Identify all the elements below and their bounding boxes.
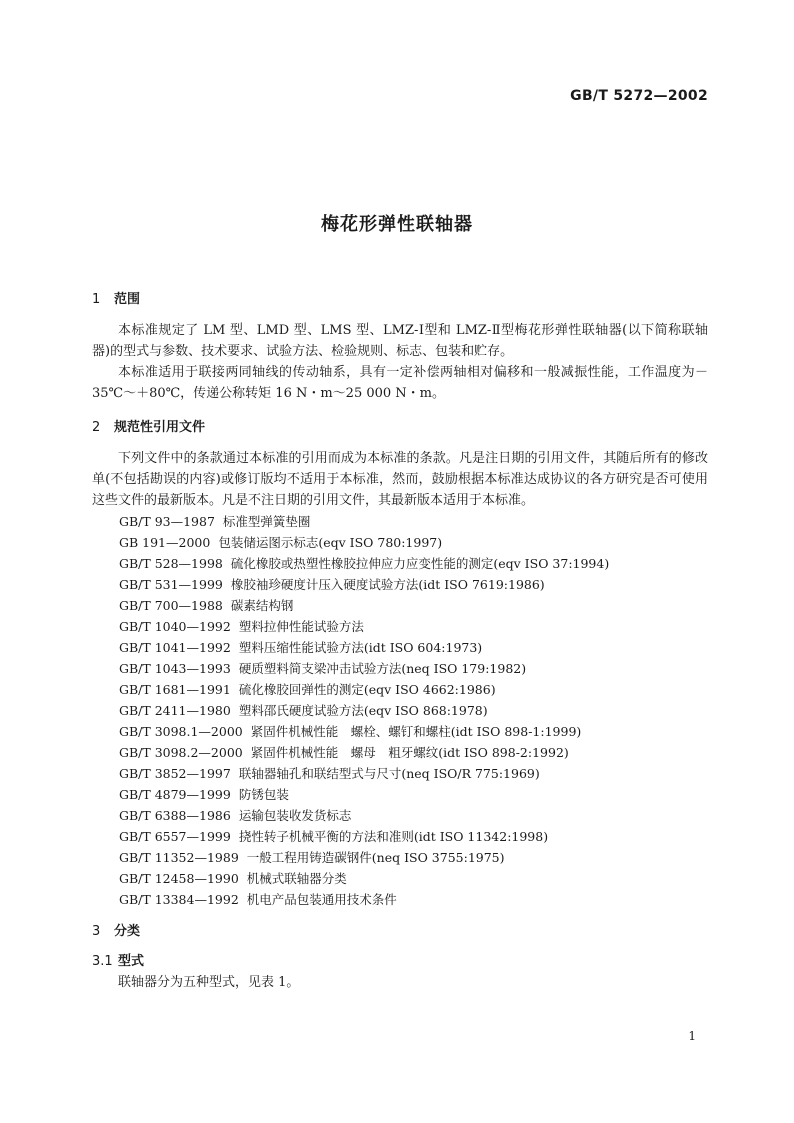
reference-code: GB/T 4879—1999	[119, 787, 231, 802]
reference-title: 机电产品包装通用技术条件	[246, 892, 397, 907]
reference-title: 硬质塑料简支梁冲击试验方法(neq ISO 179:1982)	[238, 661, 527, 676]
reference-title: 运输包装收发货标志	[238, 808, 352, 823]
reference-item	[92, 700, 708, 721]
section-number: 1	[92, 292, 101, 307]
section-number: 3	[92, 924, 101, 939]
page-number: 1	[688, 1029, 696, 1043]
reference-title: 挠性转子机械平衡的方法和准则(idt ISO 11342:1998)	[238, 829, 549, 844]
section-2-heading	[92, 418, 708, 438]
reference-code: GB/T 528—1998	[119, 556, 223, 571]
reference-item	[92, 721, 708, 742]
reference-item	[92, 616, 708, 637]
reference-item	[92, 658, 708, 679]
reference-title: 标准型弹簧垫圈	[222, 514, 311, 529]
reference-code: GB/T 6557—1999	[119, 829, 231, 844]
reference-code: GB/T 1040—1992	[119, 619, 231, 634]
reference-code: GB/T 11352—1989	[119, 850, 239, 865]
reference-item	[92, 532, 708, 553]
reference-title: 联轴器轴孔和联结型式与尺寸(neq ISO/R 775:1969)	[238, 766, 540, 781]
section-number: 2	[92, 420, 101, 435]
document-body	[92, 290, 708, 993]
reference-item	[92, 742, 708, 763]
reference-title: 机械式联轴器分类	[246, 871, 347, 886]
reference-title: 塑料邵氏硬度试验方法(eqv ISO 868:1978)	[238, 703, 488, 718]
reference-code: GB/T 2411—1980	[119, 703, 231, 718]
section-1-heading	[92, 290, 708, 310]
reference-title: 碳素结构钢	[230, 598, 294, 613]
reference-title: 塑料拉伸性能试验方法	[238, 619, 364, 634]
reference-code: GB/T 700—1988	[119, 598, 223, 613]
section-3-heading	[92, 922, 708, 942]
reference-code: GB/T 1041—1992	[119, 640, 231, 655]
reference-title: 橡胶袖珍硬度计压入硬度试验方法(idt ISO 7619:1986)	[230, 577, 545, 592]
subsection-number: 3.1	[92, 954, 113, 969]
reference-title: 硫化橡胶或热塑性橡胶拉伸应力应变性能的测定(eqv ISO 37:1994)	[230, 556, 610, 571]
reference-code: GB/T 3852—1997	[119, 766, 231, 781]
reference-code: GB/T 531—1999	[119, 577, 223, 592]
reference-title: 塑料压缩性能试验方法(idt ISO 604:1973)	[238, 640, 483, 655]
reference-item	[92, 805, 708, 826]
reference-item	[92, 574, 708, 595]
reference-title: 硫化橡胶回弹性的测定(eqv ISO 4662:1986)	[238, 682, 496, 697]
reference-code: GB/T 3098.2—2000	[119, 745, 243, 760]
reference-item	[92, 595, 708, 616]
reference-title: 防锈包装	[238, 787, 289, 802]
reference-title: 紧固件机械性能 螺栓、螺钉和螺柱(idt ISO 898-1:1999)	[250, 724, 582, 739]
reference-item	[92, 637, 708, 658]
subsection-3-1-heading	[92, 952, 708, 972]
reference-code: GB/T 12458—1990	[119, 871, 239, 886]
scope-paragraph: 本标准适用于联接两同轴线的传动轴系，具有一定补偿两轴相对偏移和一般减振性能，工作温度为－35℃～＋80℃，传递公称转矩 16 N・m～25 000 N・m。	[92, 365, 708, 401]
subsection-title: 型式	[118, 954, 145, 969]
reference-item	[92, 763, 708, 784]
reference-title: 一般工程用铸造碳钢件(neq ISO 3755:1975)	[246, 850, 505, 865]
reference-code: GB/T 93—1987	[119, 514, 215, 529]
types-paragraph: 联轴器分为五种型式，见表 1。	[118, 975, 300, 990]
references-intro: 下列文件中的条款通过本标准的引用而成为本标准的条款。凡是注日期的引用文件，其随后所有的修改单(不包括勘误的内容)或修订版均不适用于本标准，然而，鼓励根据本标准达成协议的各方研究是否可使用这些文件的最新版本。凡是不注日期的引用文件，其最新版本适用于本标准。	[92, 451, 708, 508]
reference-item	[92, 889, 708, 910]
document-title: 梅花形弹性联轴器	[321, 214, 473, 235]
reference-item	[92, 511, 708, 532]
standard-code: GB/T 5272—2002	[570, 88, 708, 104]
reference-code: GB/T 6388—1986	[119, 808, 231, 823]
reference-code: GB/T 13384—1992	[119, 892, 239, 907]
reference-code: GB 191—2000	[119, 535, 211, 550]
reference-list	[92, 511, 708, 910]
reference-item	[92, 868, 708, 889]
reference-item	[92, 826, 708, 847]
reference-item	[92, 679, 708, 700]
scope-paragraph: 本标准规定了 LM 型、LMD 型、LMS 型、LMZ-Ⅰ型和 LMZ-Ⅱ型梅花形弹性联轴器(以下简称联轴器)的型式与参数、技术要求、试验方法、检验规则、标志、包装和贮存。	[92, 323, 708, 359]
reference-item	[92, 784, 708, 805]
reference-item	[92, 553, 708, 574]
reference-title: 包装储运图示标志(eqv ISO 780:1997)	[218, 535, 443, 550]
section-title: 规范性引用文件	[114, 420, 206, 435]
reference-title: 紧固件机械性能 螺母 粗牙螺纹(idt ISO 898-2:1992)	[250, 745, 569, 760]
reference-item	[92, 847, 708, 868]
reference-code: GB/T 3098.1—2000	[119, 724, 243, 739]
reference-code: GB/T 1681—1991	[119, 682, 231, 697]
section-title: 范围	[114, 292, 141, 307]
section-title: 分类	[114, 924, 141, 939]
reference-code: GB/T 1043—1993	[119, 661, 231, 676]
